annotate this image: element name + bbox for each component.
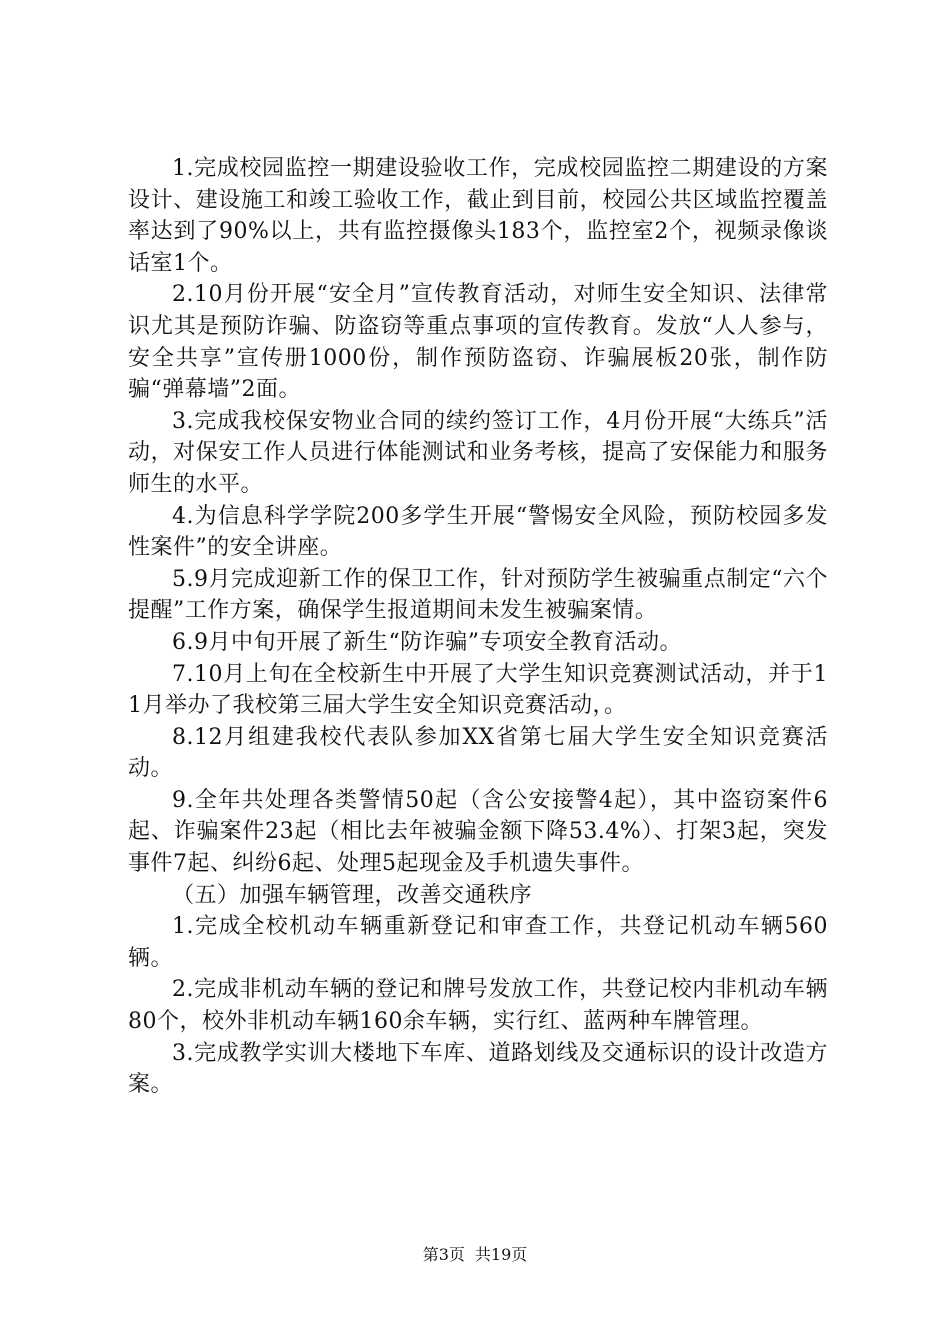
page-total: 共19页 xyxy=(474,1245,528,1264)
section-heading: （五）加强车辆管理，改善交通秩序 xyxy=(172,882,533,908)
paragraph-2: 2.10月份开展“安全月”宣传教育活动，对师生安全知识、法律常识尤其是预防诈骗、防盗窃等重点事项的宣传教育。发放“人人参与，安全共享”宣传册1000份，制作预防盗窃、诈骗展板20张，制作防骗“弹幕墙”2面。 xyxy=(128,282,828,403)
paragraph-4: 4.为信息科学学院200多学生开展“警惕安全风险，预防校园多发性案件”的安全讲座。 xyxy=(128,503,828,561)
paragraph-7: 7.10月上旬在全校新生中开展了大学生知识竞赛测试活动，并于11月举办了我校第三届大学生安全知识竞赛活动，。 xyxy=(128,661,828,719)
section-paragraph-3: 3.完成教学实训大楼地下车库、道路划线及交通标识的设计改造方案。 xyxy=(128,1040,828,1098)
paragraph-1: 1.完成校园监控一期建设验收工作，完成校园监控二期建设的方案设计、建设施工和竣工验收工作，截止到目前，校园公共区域监控覆盖率达到了90%以上，共有监控摄像头183个，监控室2个，视频录像谈话室1个。 xyxy=(128,156,828,276)
section-paragraph-1: 1.完成全校机动车辆重新登记和审查工作，共登记机动车辆560辆。 xyxy=(128,914,828,971)
paragraph-9: 9.全年共处理各类警情50起（含公安接警4起），其中盗窃案件6起、诈骗案件23起（相比去年被骗金额下降53.4%）、打架3起，突发事件7起、纠纷6起、处理5起现金及手机遗失事件。 xyxy=(128,787,828,877)
document-body xyxy=(128,153,828,1101)
paragraph-3: 3.完成我校保安物业合同的续约签订工作，4月份开展“大练兵”活动，对保安工作人员进行体能测试和业务考核，提高了安保能力和服务师生的水平。 xyxy=(128,408,828,497)
section-paragraph-2: 2.完成非机动车辆的登记和牌号发放工作，共登记校内非机动车辆80个，校外非机动车辆160余车辆，实行红、蓝两种车牌管理。 xyxy=(128,977,828,1035)
paragraph-6: 6.9月中旬开展了新生“防诈骗”专项安全教育活动。 xyxy=(172,629,682,655)
page-footer xyxy=(0,1245,950,1265)
page-number: 第3页 xyxy=(422,1245,465,1264)
paragraph-8: 8.12月组建我校代表队参加XX省第七届大学生安全知识竞赛活动。 xyxy=(128,724,828,782)
paragraph-5: 5.9月完成迎新工作的保卫工作，针对预防学生被骗重点制定“六个提醒”工作方案，确保学生报道期间未发生被骗案情。 xyxy=(128,566,828,624)
